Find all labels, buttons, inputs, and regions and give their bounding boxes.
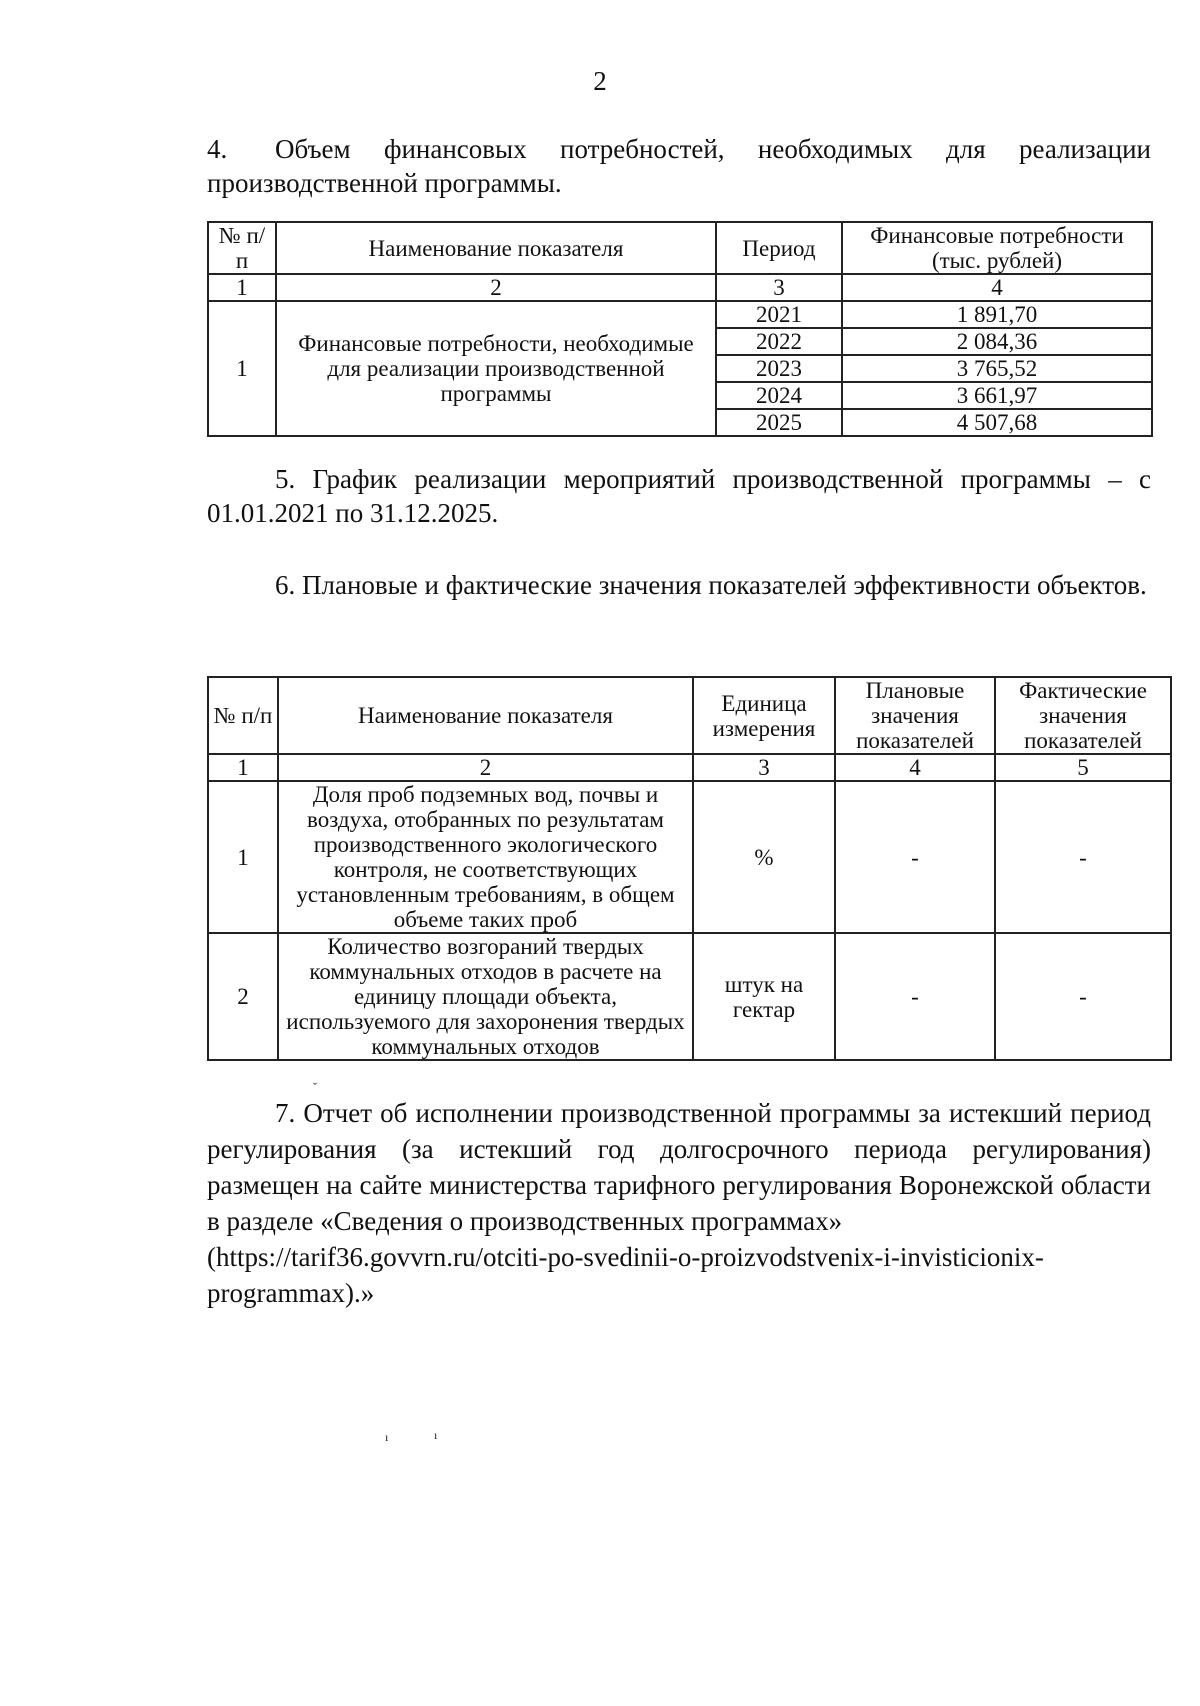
col-number: 2 <box>276 274 716 301</box>
header-planned-values: Плановые значения показателей <box>835 677 995 754</box>
row-indicator-name: Количество возгораний твердых коммунальных отходов в расчете на единицу площади объекта, используемого для захоронения твердых коммунальных отходов <box>278 933 693 1060</box>
section-7-url: (https://tarif36.govvrn.ru/otciti-po-svedinii-o-proizvodstvenix-i-invisticionix-programmax).» <box>207 1242 1044 1308</box>
section-5-paragraph: 5. График реализации мероприятий производственной программы – с 01.01.2021 по 31.12.2025. <box>207 464 1151 528</box>
section-4-text: Объем финансовых потребностей, необходимых для реализации производственной программы. <box>207 134 1151 198</box>
period-value: 3 765,52 <box>842 355 1152 382</box>
section-6-paragraph: 6. Плановые и фактические значения показателей эффективности объектов. <box>275 570 1147 600</box>
column-number-row <box>208 754 1171 781</box>
section-7-paragraph: 7. Отчет об исполнении производственной программы за истекший период регулирования (за истекший год долгосрочного периода регулирования) размещен на сайте министерства тарифного регулирования Воронежской области в разделе «Сведения о производственных программах» <box>207 1098 1151 1236</box>
col-number: 3 <box>716 274 842 301</box>
row-number: 1 <box>208 301 276 436</box>
period-year: 2023 <box>716 355 842 382</box>
col-number: 1 <box>208 754 278 781</box>
col-number: 1 <box>208 274 276 301</box>
col-number: 2 <box>278 754 693 781</box>
header-indicator-name: Наименование показателя <box>276 222 716 274</box>
period-value: 1 891,70 <box>842 301 1152 328</box>
header-financial-needs: Финансовые потребности (тыс. рублей) <box>842 222 1152 274</box>
scan-speck: ı <box>434 1428 438 1442</box>
col-number: 5 <box>995 754 1171 781</box>
period-value: 2 084,36 <box>842 328 1152 355</box>
period-year: 2025 <box>716 409 842 436</box>
table-header-row <box>208 677 1171 754</box>
table-row <box>208 301 1152 328</box>
page-number: 2 <box>593 66 607 96</box>
row-number: 1 <box>208 781 278 933</box>
period-year: 2024 <box>716 382 842 409</box>
col-number: 4 <box>835 754 995 781</box>
row-unit: штук на гектар <box>693 933 835 1060</box>
row-unit: % <box>693 781 835 933</box>
header-number: № п/п <box>208 222 276 274</box>
period-value: 4 507,68 <box>842 409 1152 436</box>
column-number-row <box>208 274 1152 301</box>
header-indicator-name: Наименование показателя <box>278 677 693 754</box>
row-actual-value: - <box>995 781 1171 933</box>
scan-speck: ˇ <box>313 1080 317 1094</box>
table-header-row <box>208 222 1152 274</box>
period-year: 2022 <box>716 328 842 355</box>
header-unit: Единица измерения <box>693 677 835 754</box>
row-indicator-name: Доля проб подземных вод, почвы и воздуха, отобранных по результатам производственного экологического контроля, не соответствующих установленным требованиям, в общем объеме таких проб <box>278 781 693 933</box>
table-row <box>208 781 1171 933</box>
row-indicator-name: Финансовые потребности, необходимые для реализации производственной программы <box>276 301 716 436</box>
section-4-paragraph <box>207 132 1151 200</box>
header-number: № п/п <box>208 677 278 754</box>
section-4-number: 4. <box>207 134 228 164</box>
row-actual-value: - <box>995 933 1171 1060</box>
col-number: 3 <box>693 754 835 781</box>
col-number: 4 <box>842 274 1152 301</box>
financial-needs-table <box>207 221 1153 437</box>
row-planned-value: - <box>835 781 995 933</box>
period-value: 3 661,97 <box>842 382 1152 409</box>
row-number: 2 <box>208 933 278 1060</box>
scan-speck: ı <box>385 1430 389 1444</box>
table-row <box>208 933 1171 1060</box>
header-actual-values: Фактические значения показателей <box>995 677 1171 754</box>
period-year: 2021 <box>716 301 842 328</box>
row-planned-value: - <box>835 933 995 1060</box>
efficiency-indicators-table <box>207 676 1172 1061</box>
header-period: Период <box>716 222 842 274</box>
